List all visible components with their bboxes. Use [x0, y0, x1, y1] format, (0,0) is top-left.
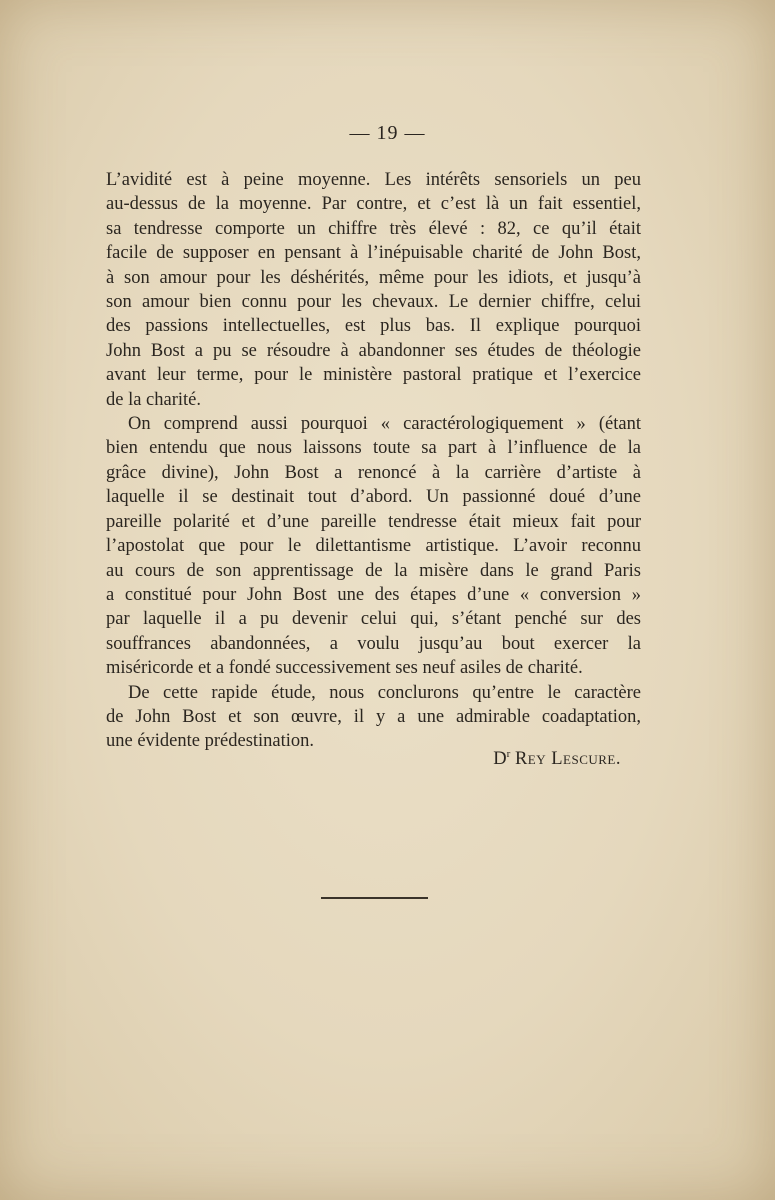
text-line: une évidente prédestination. [106, 731, 315, 752]
text-line: de John Bost et son œuvre, il y a une admirable coadaptation, [106, 706, 641, 727]
text-line: au-dessus de la moyenne. Par contre, et c’est là un fait essentiel, [106, 194, 641, 215]
text-line: laquelle il se destinait tout d’abord. Un passionné doué d’une [106, 487, 641, 508]
text-line: John Bost a pu se résoudre à abandonner ses études de théologie [106, 340, 641, 361]
text-line: son amour bien connu pour les chevaux. Le dernier chiffre, celui [106, 292, 641, 313]
text-line: à son amour pour les déshérités, même pour les idiots, et jusqu’à [106, 267, 641, 288]
text-line: miséricorde et a fondé successivement ses neuf asiles de charité. [106, 658, 583, 679]
paragraph-1 [106, 168, 641, 412]
text-line: de la charité. [106, 389, 202, 410]
text-line: grâce divine), John Bost a renoncé à la carrière d’artiste à [106, 462, 641, 483]
signature-prefix: D [493, 749, 507, 770]
paragraph-3 [106, 681, 641, 754]
page-number: — 19 — [349, 122, 426, 144]
text-line: par laquelle il a pu devenir celui qui, s’étant penché sur des [106, 609, 641, 630]
text-line: On comprend aussi pourquoi « caractérologiquement » (étant [128, 414, 641, 435]
text-line: bien entendu que nous laissons toute sa part à l’influence de la [106, 438, 641, 459]
end-rule [321, 897, 428, 899]
signature-name: Rey Lescure. [514, 749, 621, 770]
text-line: au cours de son apprentissage de la misère dans le grand Paris [106, 560, 641, 581]
text-line: sa tendresse comporte un chiffre très élevé : 82, ce qu’il était [106, 218, 641, 239]
text-line: De cette rapide étude, nous conclurons qu’entre le caractère [128, 682, 641, 703]
author-signature [493, 748, 621, 770]
text-line: L’avidité est à peine moyenne. Les intérêts sensoriels un peu [106, 170, 641, 190]
text-line: pareille polarité et d’une pareille tendresse était mieux fait pour [106, 511, 641, 532]
text-line: l’apostolat que pour le dilettantisme artistique. L’avoir reconnu [106, 536, 641, 557]
text-line: avant leur terme, pour le ministère pastoral pratique et l’exercice [106, 365, 641, 386]
text-line: a constitué pour John Bost une des étapes d’une « conversion » [106, 584, 641, 605]
text-line: souffrances abandonnées, a voulu jusqu’au bout exercer la [106, 633, 641, 654]
text-line: facile de supposer en pensant à l’inépuisable charité de John Bost, [106, 243, 641, 264]
signature-superscript: r [506, 748, 511, 760]
body-text [106, 168, 641, 754]
paragraph-2 [106, 412, 641, 680]
text-line: des passions intellectuelles, est plus bas. Il explique pourquoi [106, 316, 641, 337]
